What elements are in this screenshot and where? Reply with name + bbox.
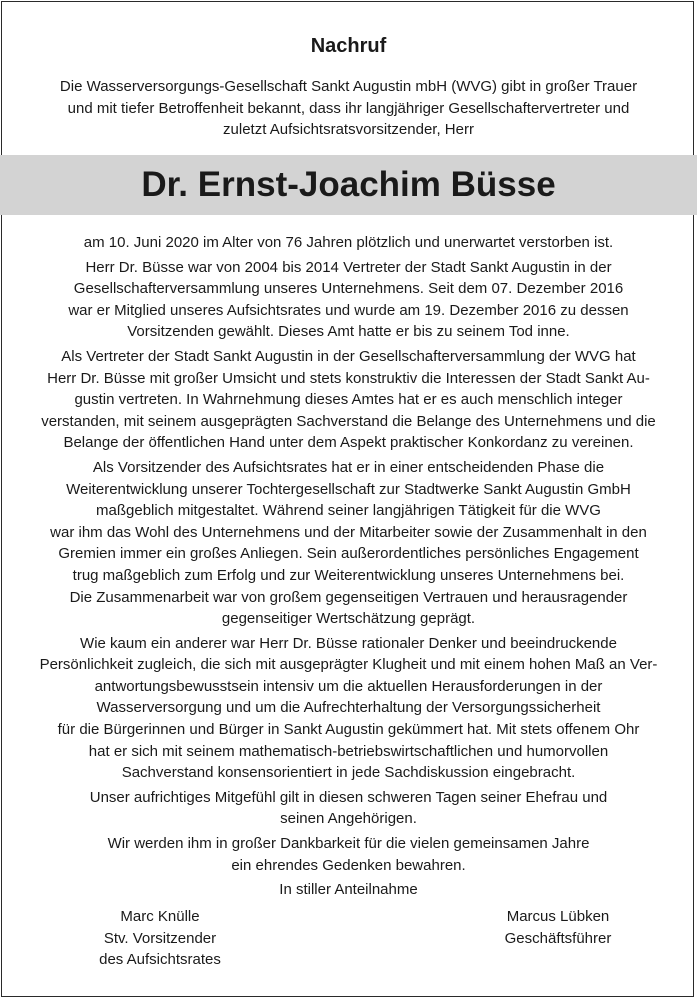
body-line: Herr Dr. Büsse war von 2004 bis 2014 Vertreter der Stadt Sankt Augustin in der — [85, 258, 612, 276]
notice-title: Nachruf — [310, 35, 387, 57]
body-line: seinen Angehörigen. — [280, 810, 417, 828]
intro-line: zuletzt Aufsichtsratsvorsitzender, Herr — [223, 121, 474, 138]
deceased-name: Dr. Ernst-Joachim Büsse — [141, 165, 556, 204]
body-line: gustin vertreten. In Wahrnehmung dieses Amtes hat er es auch menschlich integer — [74, 391, 623, 409]
signature-role: Geschäftsführer — [504, 929, 612, 947]
body-line: ein ehrendes Gedenken bewahren. — [231, 856, 466, 874]
body-line: Sachverstand konsensorientiert in jede Sachdiskussion eingebracht. — [121, 764, 576, 782]
body-paragraph — [16, 879, 681, 901]
body-line: trug maßgeblich zum Erfolg und zur Weiterentwicklung unseres Unternehmens bei. — [72, 566, 625, 584]
body-line: Vorsitzenden gewählt. Dieses Amt hatte er bis zu seinem Tod inne. — [127, 323, 570, 341]
signature-name: Marc Knülle — [120, 908, 200, 925]
signature-role: des Aufsichtsrates — [99, 951, 221, 969]
body-line: Wir werden ihm in großer Dankbarkeit für die vielen gemeinsamen Jahre — [107, 835, 590, 853]
body-line: für die Bürgerinnen und Bürger in Sankt Augustin gekümmert hat. Mit stets offenem Ohr — [57, 721, 640, 739]
body-line: hat er sich mit seinem mathematisch-betriebswirtschaftlichen und humorvollen — [88, 742, 609, 760]
body-line: Als Vorsitzender des Aufsichtsrates hat er in einer entscheidenden Phase die — [92, 458, 605, 476]
signature-left — [60, 906, 260, 971]
body-line: verstanden, mit seinem ausgeprägten Sachverstand die Belange des Unternehmens und die — [41, 412, 656, 430]
body-line: Unser aufrichtiges Mitgefühl gilt in diesen schweren Tagen seiner Ehefrau und — [89, 788, 608, 806]
body-paragraph — [16, 787, 681, 830]
body-paragraph — [16, 257, 681, 343]
signature-role: Stv. Vorsitzender — [103, 929, 217, 947]
body-line: maßgeblich mitgestaltet. Während seiner langjährigen Tätigkeit für die WVG — [96, 502, 601, 520]
body-line: Persönlichkeit zugleich, die sich mit ausgeprägter Klugheit und mit einem hohen Maß an Ver- — [39, 656, 658, 674]
body-line: Belange der öffentlichen Hand unter dem Aspekt praktischer Konkordanz zu vereinen. — [63, 434, 634, 452]
signature-right — [458, 906, 658, 949]
intro-line: und mit tiefer Betroffenheit bekannt, dass ihr langjähriger Gesellschaftervertreter und — [67, 99, 630, 117]
body-paragraph — [16, 457, 681, 630]
body-paragraph — [16, 833, 681, 876]
notice-body — [16, 232, 681, 904]
body-line: Gesellschafterversammlung unseres Unternehmens. Seit dem 07. Dezember 2016 — [73, 280, 624, 298]
intro-text — [28, 76, 669, 141]
body-line: antwortungsbewusstsein intensiv um die aktuellen Herausforderungen in der — [94, 677, 603, 695]
body-line: gegenseitiger Wertschätzung geprägt. — [221, 610, 476, 628]
body-paragraph — [16, 232, 681, 254]
body-line: Gremien immer ein großes Anliegen. Sein außerordentliches persönliches Engagement — [58, 545, 639, 563]
intro-line: Die Wasserversorgungs-Gesellschaft Sankt Augustin mbH (WVG) gibt in großer Trauer — [59, 78, 638, 95]
body-line: war er Mitglied unseres Aufsichtsrates und wurde am 19. Dezember 2016 zu dessen — [68, 301, 629, 319]
body-line: Weiterentwicklung unserer Tochtergesellschaft zur Stadtwerke Sankt Augustin GmbH — [66, 480, 631, 498]
signature-name: Marcus Lübken — [506, 908, 610, 925]
body-line: Die Zusammenarbeit war von großem gegenseitigen Vertrauen und herausragender — [69, 588, 628, 606]
body-line: Herr Dr. Büsse mit großer Umsicht und stets konstruktiv die Interessen der Stadt Sankt Au- — [47, 369, 650, 387]
body-paragraph — [16, 633, 681, 784]
body-line: Wie kaum ein anderer war Herr Dr. Büsse rationaler Denker und beeindruckende — [80, 634, 617, 652]
body-line: Als Vertreter der Stadt Sankt Augustin in der Gesellschafterversammlung der WVG hat — [61, 347, 636, 365]
body-line: war ihm das Wohl des Unternehmens und der Mitarbeiter sowie der Zusammenhalt in den — [50, 523, 647, 541]
body-paragraph — [16, 346, 681, 454]
body-line: Wasserversorgung und um die Aufrechterhaltung der Versorgungssicherheit — [96, 699, 601, 717]
body-line: am 10. Juni 2020 im Alter von 76 Jahren plötzlich und unerwartet verstorben ist. — [83, 234, 614, 251]
body-line: In stiller Anteilnahme — [279, 881, 418, 899]
